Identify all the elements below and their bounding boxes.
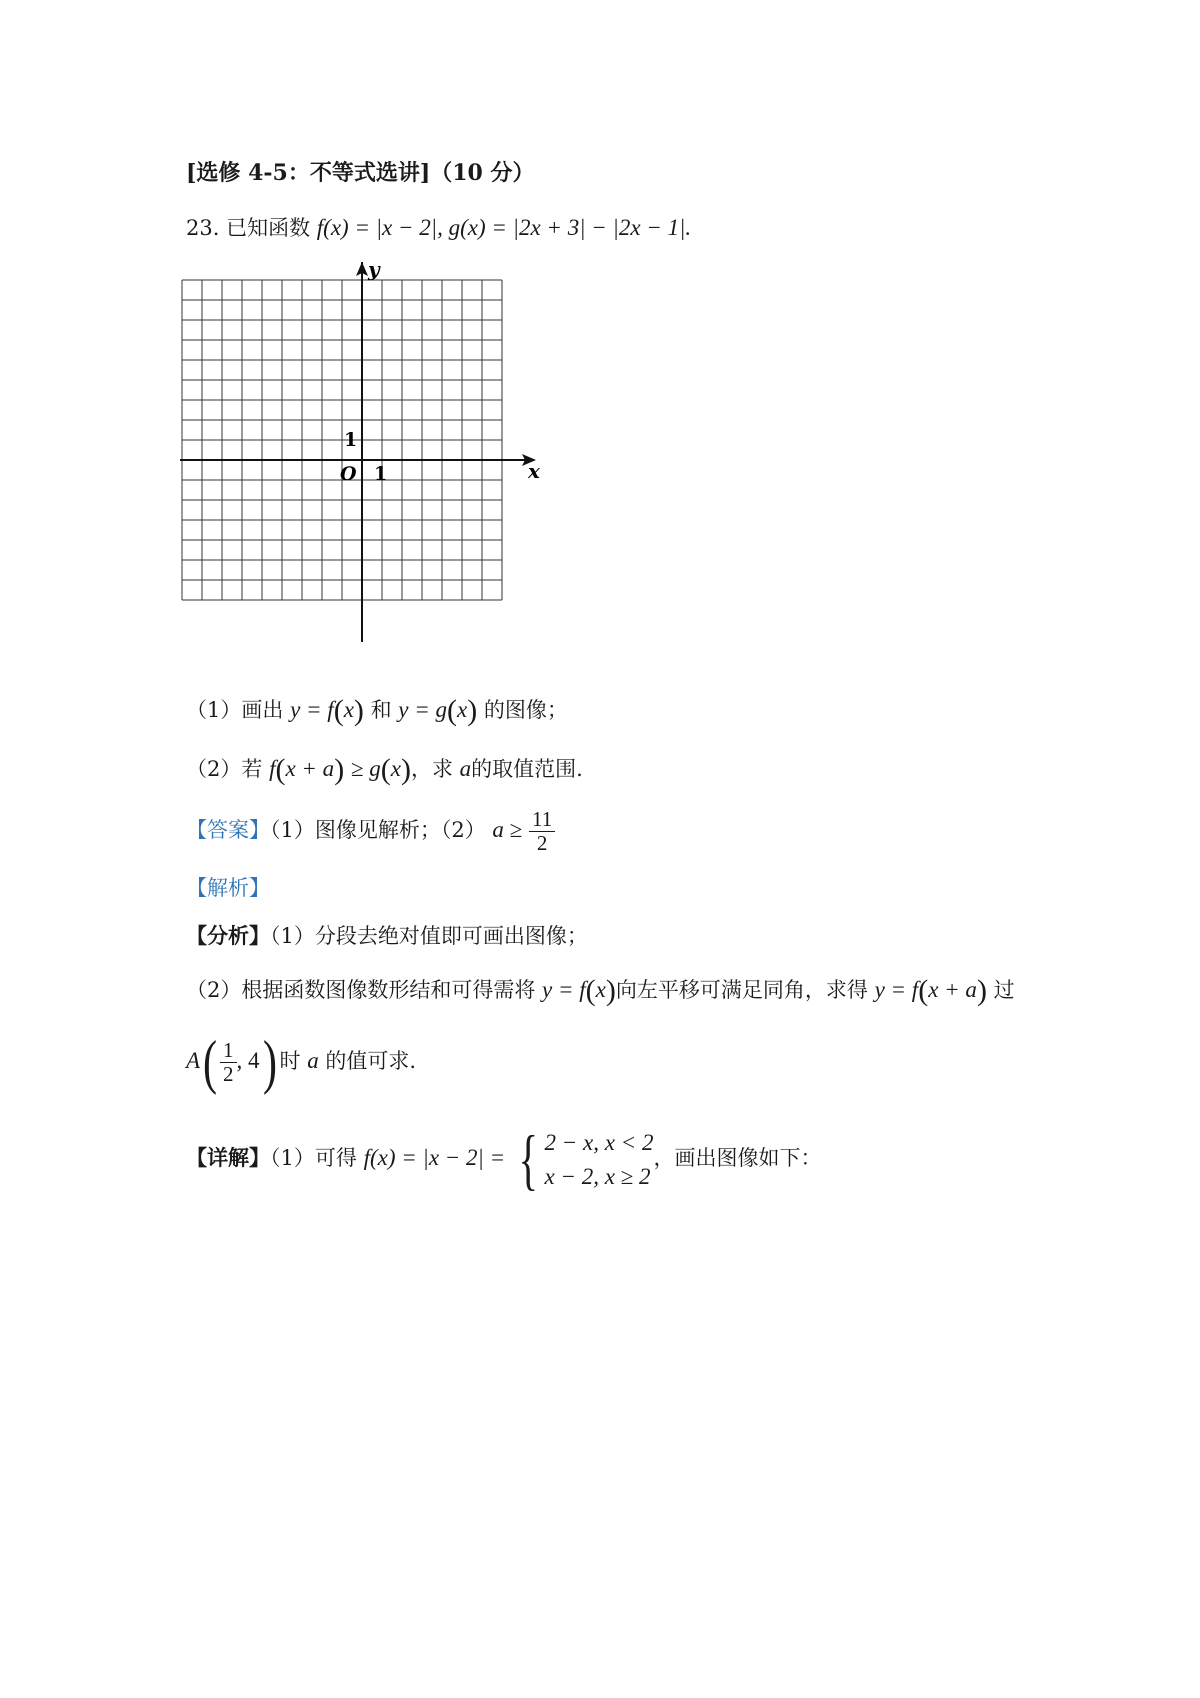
fenxi2-arg-b: x + a <box>928 977 977 1002</box>
point-second-coord: , 4 <box>236 1048 260 1073</box>
coordinate-grid <box>180 262 560 662</box>
part1-formula-a: y = f <box>290 697 334 722</box>
grid-lines <box>182 280 502 600</box>
section-title: [选修 4-5：不等式选讲]（10 分） <box>186 160 535 186</box>
part1: （1）画出 y = f(x) 和 y = g(x) 的图像； <box>186 694 568 727</box>
question-stem-text: 已知函数 <box>226 216 311 240</box>
part2-formula-a: f <box>269 756 276 781</box>
part2-x: x <box>390 756 401 781</box>
y-tick-label: 1 <box>344 429 358 451</box>
question-number: 23. <box>186 216 220 240</box>
answer-fraction <box>529 808 555 855</box>
question-stem <box>186 212 691 242</box>
fenxi-line <box>186 920 588 950</box>
jiexi-tag: 【解析】 <box>186 876 270 900</box>
fenxi2-text-c: 过 <box>993 978 1015 1002</box>
answer-text: （1）图像见解析；（2） <box>270 818 486 843</box>
xiangjie-tag: 【详解】 <box>186 1145 270 1170</box>
point-fraction <box>220 1039 237 1086</box>
fenxi3-text-a: 时 <box>279 1049 301 1073</box>
part2-rel: ≥ g <box>350 756 381 781</box>
fenxi2-formula-a: y = f <box>542 977 586 1002</box>
answer-fraction-den: 2 <box>536 831 548 856</box>
answer-fraction-num: 11 <box>529 808 555 832</box>
part2-text-c: 的取值范围. <box>471 757 583 781</box>
answer-var: a ≥ <box>492 817 523 843</box>
answer-tag: 【答案】 <box>186 818 270 843</box>
point-fraction-den: 2 <box>223 1062 234 1086</box>
question-formula: f(x) = |x − 2|, g(x) = |2x + 3| − |2x − 1|. <box>316 215 692 240</box>
fenxi2-formula-b: y = f <box>874 977 919 1002</box>
piecewise-cases <box>544 1126 653 1194</box>
part1-label: （1） <box>186 698 242 722</box>
origin-label: O <box>340 463 357 485</box>
part1-formula-b: y = g <box>398 697 448 722</box>
fenxi2-line: （2）根据函数图像数形结和可得需将 y = f(x)向左平移可满足同角，求得 y = f(x + a) 过 <box>186 974 1015 1007</box>
part2-arg: x + a <box>285 756 335 781</box>
fenxi3-line: A( $\frac{1}{2}$ , 4) 时 a 的值可求. <box>186 1029 417 1095</box>
fenxi-tag: 【分析】 <box>186 923 270 948</box>
x-tick-label: 1 <box>374 463 388 485</box>
fenxi3-var: a <box>307 1048 319 1073</box>
xiangjie-text-b: ，画出图像如下： <box>653 1146 822 1170</box>
part1-arg-a: x <box>343 697 354 722</box>
xiangjie-formula: f(x) = |x − 2| = <box>363 1145 506 1170</box>
fenxi-text: （1）分段去绝对值即可画出图像； <box>270 924 588 948</box>
fenxi2-text-a: （2）根据函数图像数形结和可得需将 <box>186 978 536 1002</box>
part1-text-b: 和 <box>370 698 392 722</box>
fenxi2-text-b: 向左平移可满足同角，求得 <box>615 978 868 1002</box>
fenxi2-arg-a: x <box>595 977 606 1002</box>
x-axis-label: x <box>528 459 540 483</box>
xiangjie-text-a: （1）可得 <box>270 1146 357 1170</box>
part1-text-a: 画出 <box>241 698 284 722</box>
part2: （2）若 f(x + a) ≥ g(x)，求 a的取值范围. <box>186 753 583 786</box>
y-axis-label: y <box>368 262 380 281</box>
part1-arg-b: x <box>457 697 468 722</box>
part2-text-a: 若 <box>241 757 263 781</box>
part2-var: a <box>459 756 472 781</box>
part2-label: （2） <box>186 757 242 781</box>
part2-text-b: ，求 <box>410 757 453 781</box>
point-label: A <box>186 1048 201 1073</box>
fenxi3-text-b: 的值可求. <box>325 1049 417 1073</box>
point-fraction-num: 1 <box>220 1039 237 1063</box>
piecewise-case-1: 2 − x, x < 2 <box>544 1129 654 1155</box>
xiangjie-line: 【详解】（1）可得 f(x) = |x − 2| = { 2 − x, x < 2 x − 2, x ≥ 2 ，画出图像如下： <box>186 1121 822 1197</box>
answer-line <box>186 808 555 855</box>
piecewise-case-2: x − 2, x ≥ 2 <box>544 1163 651 1189</box>
part1-text-c: 的图像； <box>483 698 568 722</box>
